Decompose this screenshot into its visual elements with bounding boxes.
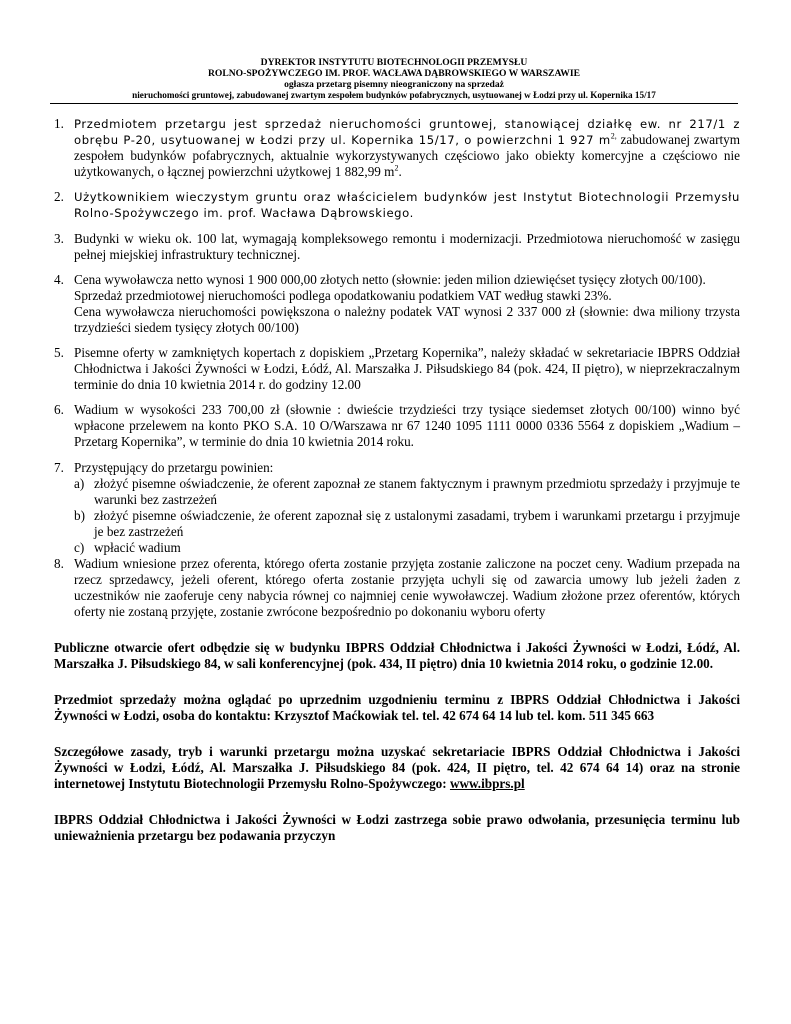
notice-text: Przedmiot sprzedaży można oglądać po uprzednim uzgodnieniu terminu z IBPRS Oddział Chłodnictwa i Jakości Żywności w Łodzi, osoba do kontaktu: Krzysztof Maćkowiak tel. tel. 42 674 64 14 lub tel. kom. 511 345 663	[54, 691, 740, 723]
header-line-1: DYREKTOR INSTYTUTU BIOTECHNOLOGII PRZEMYSŁU	[260, 57, 528, 68]
sub-item-c	[74, 540, 740, 556]
list-item-7	[54, 460, 740, 556]
item-text: Sprzedaż przedmiotowej nieruchomości podlega opodatkowaniu podatkiem VAT według stawki 23%.	[74, 287, 612, 303]
notice-reservation	[54, 812, 740, 844]
notice-text: IBPRS Oddział Chłodnictwa i Jakości Żywności w Łodzi zastrzega sobie prawo odwołania, przesunięcia terminu lub unieważnienia przetargu bez podawania przyczyn	[54, 811, 740, 843]
notice-text: Publiczne otwarcie ofert odbędzie się w budynku IBPRS Oddział Chłodnictwa i Jakości Żywności w Łodzi, Łódź, Al. Marszałka J. Piłsudskiego 84, w sali konferencyjnej (pok. 434, II piętro) dnia 10 kwietnia 2014 roku, o godzinie 12.00.	[54, 639, 740, 671]
sub-item-a	[74, 476, 740, 508]
header-line-4: nieruchomości gruntowej, zabudowanej zwartym zespołem budynków pofabrycznych, usytuowanej w Łodzi przy ul. Kopernika 15/17	[132, 90, 656, 100]
item-number: 8.	[54, 555, 64, 571]
sub-item-letter: c)	[74, 539, 85, 555]
item-number: 1.	[54, 116, 64, 131]
list-item-4	[54, 272, 740, 336]
superscript: 2	[394, 163, 399, 173]
notice-text	[54, 744, 740, 792]
sub-item-text: wpłacić wadium	[94, 539, 181, 555]
item-number: 5.	[54, 345, 64, 361]
document-body	[54, 116, 740, 844]
item-text: Cena wywoławcza netto wynosi 1 900 000,00 złotych netto (słownie: jeden milion dziewięćset tysięcy złotych 00/100).	[74, 271, 706, 287]
list-item-2	[54, 189, 740, 221]
item-number: 2.	[54, 189, 64, 205]
notice-viewing	[54, 692, 740, 724]
notice-public-opening	[54, 640, 740, 672]
item-text-part: Przedmiotem przetargu jest sprzedaż nieruchomości gruntowej, stanowiącej działkę ew. nr 217/1 z obrębu P-20, usytuowanej w Łodzi przy ul. Kopernika 15/17, o powierzchni 1 927 m	[74, 117, 740, 147]
item-number: 3.	[54, 230, 64, 246]
sub-item-b	[74, 508, 740, 540]
sub-item-letter: a)	[74, 475, 85, 491]
item-text: Pisemne oferty w zamkniętych kopertach z dopiskiem „Przetarg Kopernika”, należy składać w sekretariacie IBPRS Oddział Chłodnictwa i Jakości Żywności w Łodzi, Łódź, Al. Marszałka J. Piłsudskiego 84 (pok. 424, II piętro), w nieprzekraczalnym terminie do dnia 10 kwietnia 2014 r. do godziny 12.00	[74, 345, 740, 393]
header-line-3: ogłasza przetarg pisemny nieograniczony na sprzedaż	[284, 79, 504, 90]
announcement-header	[50, 57, 738, 101]
website-link[interactable]: www.ibprs.pl	[449, 775, 525, 791]
item-number: 4.	[54, 271, 64, 287]
list-item-5	[54, 345, 740, 393]
notice-details	[54, 744, 740, 792]
sub-item-text: złożyć pisemne oświadczenie, że oferent zapoznał ze stanem faktycznym i prawnym przedmiotu sprzedaży i przyjmuje te warunki bez zastrzeżeń	[94, 475, 740, 507]
item-text	[74, 116, 740, 180]
item-text-part: .	[398, 164, 402, 179]
item-text: Budynki w wieku ok. 100 lat, wymagają kompleksowego remontu i modernizacji. Przedmiotowa nieruchomość w zasięgu pełnej miejskiej infrastruktury technicznej.	[74, 230, 740, 262]
item-text: Użytkownikiem wieczystym gruntu oraz właścicielem budynków jest Instytut Biotechnologii Przemysłu Rolno-Spożywczego im. prof. Wacława Dąbrowskiego.	[74, 190, 740, 221]
sub-item-text: złożyć pisemne oświadczenie, że oferent zapoznał się z ustalonymi zasadami, trybem i warunkami przetargu i przyjmuje je bez zastrzeżeń	[94, 507, 740, 539]
header-line-2: ROLNO-SPOŻYWCZEGO IM. PROF. WACŁAWA DĄBROWSKIEGO W WARSZAWIE	[207, 68, 581, 79]
item-text: Cena wywoławcza nieruchomości powiększona o należny podatek VAT wynosi 2 337 000 zł (słownie: dwa miliony trzysta trzydzieści siedem tysięcy złotych 00/100)	[74, 303, 740, 335]
list-item-1	[54, 116, 740, 180]
notice-text-part: Szczegółowe zasady, tryb i warunki przetargu można uzyskać sekretariacie IBPRS Oddział Chłodnictwa i Jakości Żywności w Łodzi, Łódź, Al. Marszałka J. Piłsudskiego 84 (pok. 424, II piętro, tel. 42 674 64 14) oraz na stronie internetowej Instytutu Biotechnologii Przemysłu Rolno-Spożywczego:	[54, 743, 740, 791]
header-divider	[50, 103, 738, 104]
item-number: 7.	[54, 459, 64, 475]
item-number: 6.	[54, 402, 64, 418]
item-text: Wadium wniesione przez oferenta, którego oferta zostanie przyjęta zostanie zaliczone na poczet ceny. Wadium przepada na rzecz sprzedawcy, jeżeli oferent, którego oferta zostanie przyjęta uchyli się od zawarcia umowy lub jeżeli żaden z uczestników nie zaoferuje ceny nabycia równej co najmniej cenie wywoławczej. Wadium złożone przez oferentów, których oferty nie zostaną przyjęte, zostanie zwrócone bezpośrednio po dokonaniu wyboru oferty	[74, 555, 740, 619]
list-item-6	[54, 402, 740, 450]
sub-item-letter: b)	[74, 507, 85, 523]
item-text: Przystępujący do przetargu powinien:	[74, 459, 274, 475]
superscript: 2,	[610, 131, 617, 141]
list-item-3	[54, 231, 740, 263]
item-text-part: zabudowanej zwartym zespołem budynków pofabrycznych, aktualnie wykorzystywanych częściowo jako obiekty komercyjne a częściowo nie użytkowanych, o łącznej powierzchni użytkowej 1 882,99 m	[74, 132, 740, 179]
item-text: Wadium w wysokości 233 700,00 zł (słownie : dwieście trzydzieści trzy tysiące siedemset złotych 00/100) winno być wpłacone przelewem na konto PKO S.A. 10 O/Warszawa nr 67 1240 1095 1111 0000 0336 5564 z dopiskiem „Wadium – Przetarg Kopernika”, w terminie do dnia 10 kwietnia 2014 roku.	[74, 402, 740, 450]
list-item-8	[54, 556, 740, 620]
